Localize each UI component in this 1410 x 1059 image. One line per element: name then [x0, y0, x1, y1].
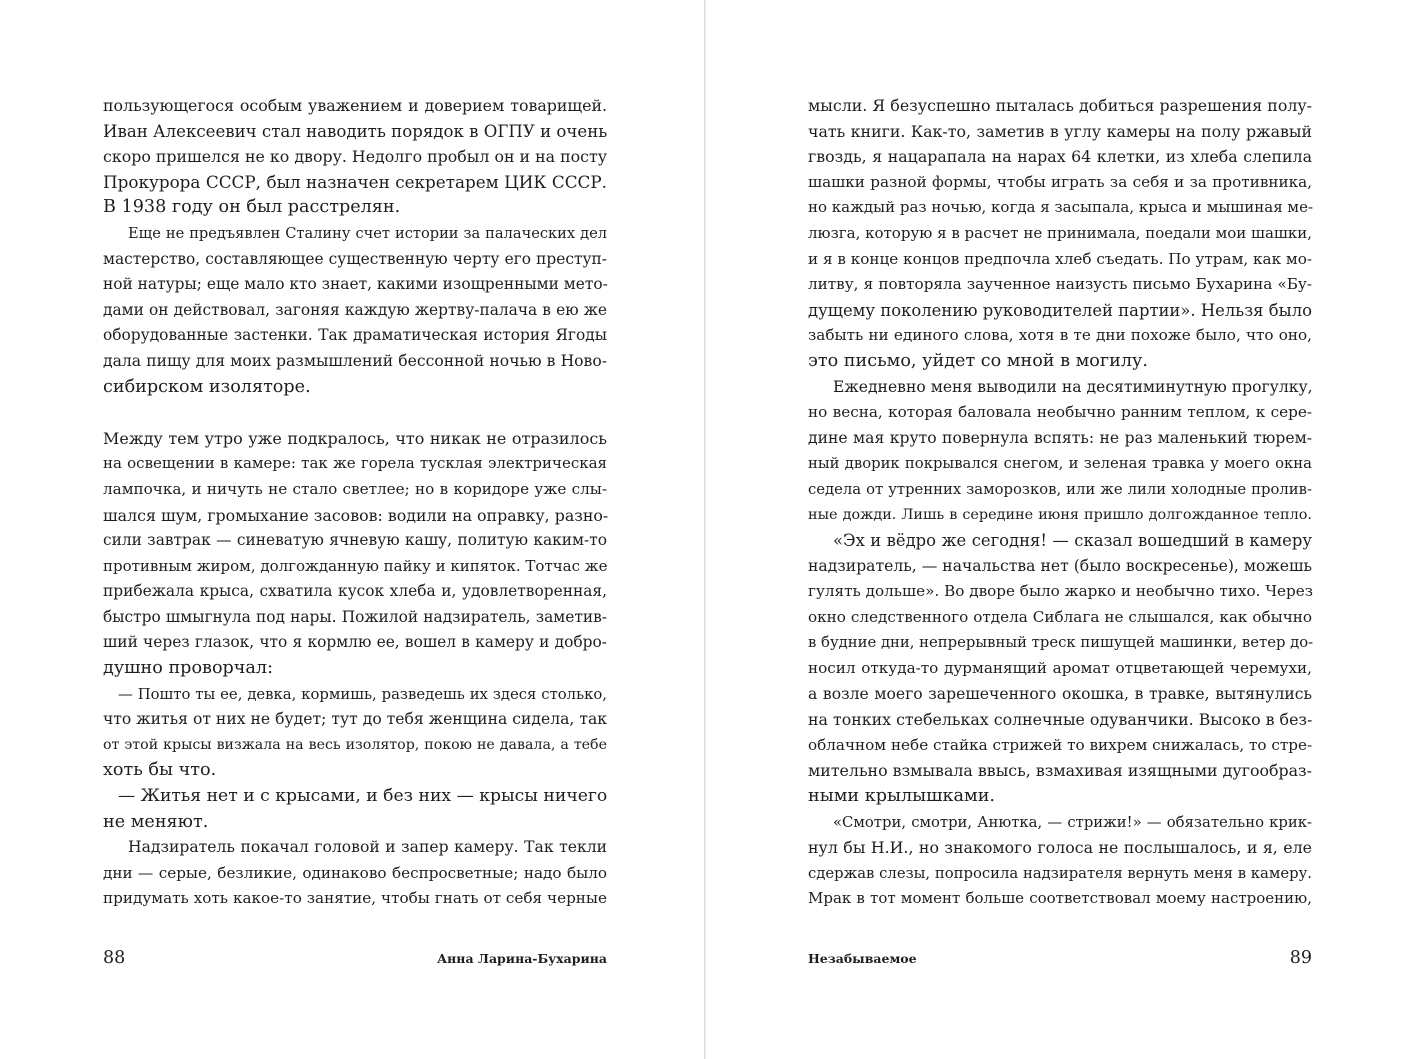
text-line: Иван Алексеевич стал наводить порядок в ОГПУ и очень [103, 121, 608, 141]
running-head: Анна Ларина-Бухарина [436, 951, 607, 966]
text-line: это письмо, уйдет со мной в могилу. [808, 350, 1148, 371]
text-line: гулять дольше». Во дворе было жарко и необычно тихо. Через [808, 582, 1314, 601]
text-line: облачном небе стайка стрижей то вихрем снижалась, то стре- [808, 735, 1313, 754]
text-line: противным жиром, долгожданную пайку и кипяток. Тотчас же [103, 556, 608, 575]
text-line: не меняют. [103, 811, 209, 832]
text-line: сили завтрак — синеватую ячневую кашу, политую каким-то [103, 531, 607, 550]
text-line: нул бы Н.И., но знакомого голоса не послышалось, и я, еле [808, 838, 1312, 858]
text-line: Еще не предъявлен Сталину счет истории за палаческих дел [128, 224, 607, 242]
text-line: ный дворик покрывался снегом, и зеленая травка у моего окна [808, 455, 1312, 473]
text-line: и я в конце концов предпочла хлеб съедать. По утрам, как мо- [808, 249, 1312, 268]
text-line: — Житья нет и с крысами, и без них — крысы ничего [118, 786, 608, 807]
text-line: придумать хоть какое-то занятие, чтобы гнать от себя черные [103, 889, 607, 908]
text-line: на тонких стебельках солнечные одуванчики. Высоко в без- [808, 710, 1313, 730]
text-line: в будние дни, непрерывный треск пишущей машинки, ветер до- [808, 634, 1314, 652]
text-line: на освещении в камере: так же горела тусклая электрическая [103, 454, 607, 473]
left-footer [103, 948, 607, 978]
text-line: мысли. Я безуспешно пыталась добиться разрешения полу- [808, 96, 1312, 115]
text-line: гвоздь, я нацарапала на нарах 64 клетки, из хлеба слепила [808, 147, 1312, 167]
text-line: дами он действовал, загоняя каждую жертву-палача в ею же [103, 300, 607, 319]
text-line: сибирском изоляторе. [103, 376, 311, 397]
text-line: быстро шмыгнула под нары. Пожилой надзиратель, заметив- [103, 607, 607, 626]
text-line: сдержав слезы, попросила надзирателя вернуть меня в камеру. [808, 864, 1312, 882]
text-line: — Пошто ты ее, девка, кормишь, разведешь их здеся столько, [118, 685, 607, 703]
text-line: Между тем утро уже подкралось, что никак не отразилось [103, 428, 607, 448]
text-line: «Эх и вёдро же сегодня! — сказал вошедший в камеру [833, 531, 1312, 551]
text-line: ные дожди. Лишь в середине июня пришло долгожданное тепло. [808, 506, 1312, 523]
text-line: скоро пришелся не ко двору. Недолго пробыл он и на посту [103, 147, 607, 167]
page-number: 89 [1289, 948, 1312, 968]
text-line: ший через глазок, что я кормлю ее, вошел в камеру и добро- [103, 633, 607, 652]
text-line: пользующегося особым уважением и доверием товарищей. [103, 96, 607, 115]
text-line: душно проворчал: [103, 658, 274, 679]
text-line: от этой крысы визжала на весь изолятор, покою не давала, а тебе [103, 736, 607, 753]
text-line: Ежедневно меня выводили на десятиминутную прогулку, [833, 377, 1313, 396]
text-line: ными крылышками. [808, 786, 996, 807]
text-line: забыть ни единого слова, хотя в те дни похоже было, что оно, [808, 326, 1312, 345]
text-line: дине мая круто повернула вспять: не раз маленький тюрем- [808, 428, 1312, 447]
text-line: литву, я повторяла заученное наизусть письмо Бухарина «Бу- [808, 275, 1312, 294]
text-line: шался шум, громыхание засовов: водили на оправку, разно- [103, 505, 609, 525]
right-text-block [808, 93, 1312, 912]
text-line: окно следственного отдела Сиблага не слышался, как обычно [808, 607, 1312, 626]
text-line: носил откуда-то дурманящий аромат отцветающей черемухи, [808, 659, 1312, 678]
text-line: ной натуры; еще мало кто знает, какими изощренными мето- [103, 275, 608, 294]
text-line: дущему поколению руководителей партии». Нельзя было [808, 300, 1312, 320]
text-line: мастерство, составляющее существенную черту его преступ- [103, 249, 607, 268]
section-break [103, 400, 607, 426]
text-line: В 1938 году он был расстрелян. [103, 197, 401, 218]
text-line: но каждый раз ночью, когда я засыпала, крыса и мышиная ме- [808, 198, 1314, 217]
text-line: дала пищу для моих размышлений бессонной ночью в Ново- [103, 351, 607, 370]
right-footer [808, 948, 1312, 978]
text-line: дни — серые, безликие, одинаково беспросветные; надо было [103, 863, 607, 882]
text-line: но весна, которая баловала необычно ранним теплом, к сере- [808, 403, 1312, 422]
text-line: прибежала крыса, схватила кусок хлеба и, удовлетворенная, [103, 582, 607, 601]
text-line: люзга, которую я в расчет не принимала, поедали мои шашки, [808, 223, 1313, 242]
text-line: мительно взмывала ввысь, взмахивая изящными дугообраз- [808, 761, 1312, 781]
text-line: что житья от них не будет; тут до тебя женщина сидела, так [103, 710, 607, 729]
left-text-block [103, 93, 607, 912]
text-line: хоть бы что. [103, 760, 217, 781]
text-line: лампочка, и ничуть не стало светлее; но в коридоре уже слы- [103, 479, 607, 498]
text-line: шашки разной формы, чтобы играть за себя и за противника, [808, 172, 1312, 191]
text-line: Мрак в тот момент больше соответствовал моему настроению, [808, 889, 1312, 908]
text-line: оборудованные застенки. Так драматическая история Ягоды [103, 326, 607, 345]
text-line: чать книги. Как-то, заметив в углу камеры на полу ржавый [808, 121, 1312, 141]
right-page [706, 0, 1410, 1059]
text-line: седела от утренних заморозков, или же лили холодные пролив- [808, 480, 1312, 498]
running-head: Незабываемое [808, 951, 917, 966]
page-number: 88 [103, 948, 126, 968]
text-line: Прокурора СССР, был назначен секретарем ЦИК СССР. [103, 171, 607, 192]
text-line: «Смотри, смотри, Анютка, — стрижи!» — обязательно крик- [833, 813, 1312, 831]
text-line: надзиратель, — начальства нет (было воскресенье), можешь [808, 556, 1312, 575]
text-line: а возле моего зарешеченного окошка, в травке, вытянулись [808, 684, 1312, 703]
text-line: Надзиратель покачал головой и запер камеру. Так текли [128, 838, 607, 857]
